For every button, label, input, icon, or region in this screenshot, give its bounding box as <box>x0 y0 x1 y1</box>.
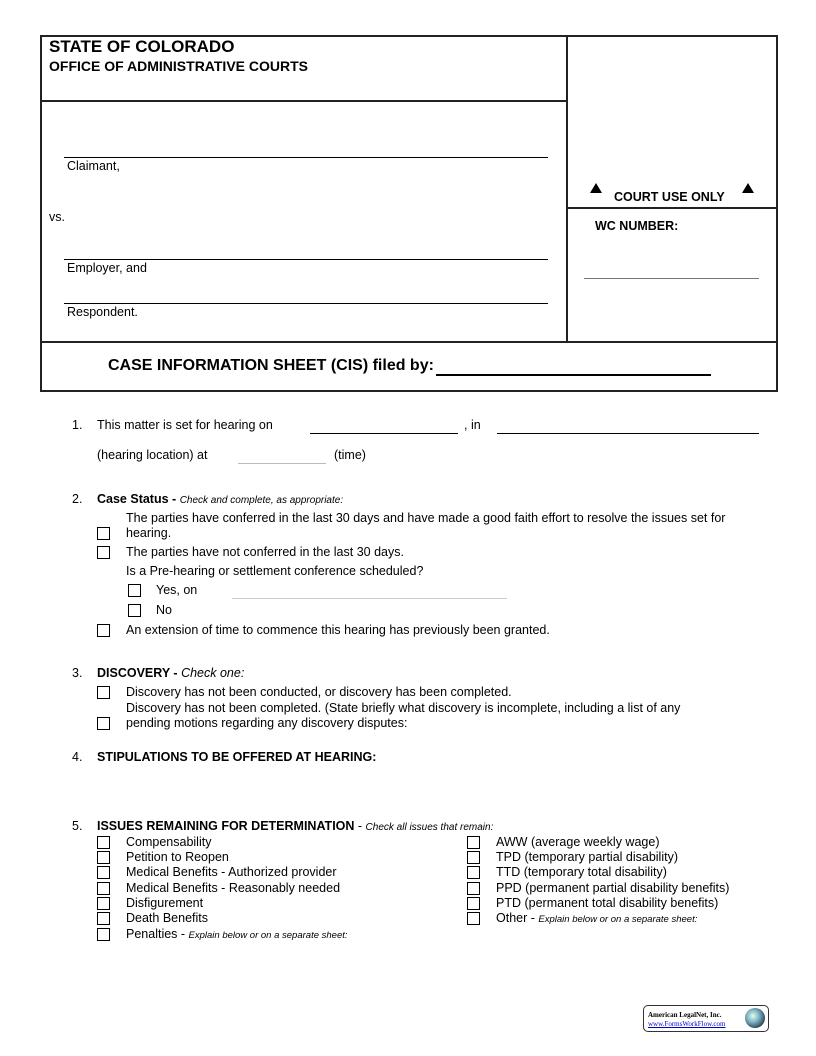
not-conferred-checkbox[interactable] <box>97 546 110 559</box>
arrow-up-icon <box>742 183 754 193</box>
discovery-incomplete-checkbox[interactable] <box>97 717 110 730</box>
state-title: STATE OF COLORADO <box>49 37 235 56</box>
filed-by-field[interactable] <box>436 374 711 376</box>
issue-label: Other - <box>496 911 535 925</box>
item-number: 1. <box>72 418 83 432</box>
issue-checkbox[interactable] <box>97 851 110 864</box>
discovery-incomplete-text: Discovery has not been completed. (State briefly what discovery is incomplete, including a list of any <box>126 701 681 715</box>
discovery-hint: Check one: <box>181 666 245 680</box>
issue-label: Medical Benefits - Authorized provider <box>126 865 337 879</box>
claimant-line[interactable] <box>64 157 548 158</box>
issue-hint: Explain below or on a separate sheet: <box>538 914 698 925</box>
yes-checkbox[interactable] <box>128 584 141 597</box>
issue-label: AWW (average weekly wage) <box>496 835 660 849</box>
hearing-text: This matter is set for hearing on <box>97 418 273 432</box>
issue-label: Death Benefits <box>126 911 208 925</box>
american-legalnet-logo[interactable] <box>643 1005 769 1032</box>
issue-label: PTD (permanent total disability benefits) <box>496 896 719 910</box>
issue-checkbox[interactable] <box>467 912 480 925</box>
item-number: 4. <box>72 750 83 764</box>
discovery-complete-text: Discovery has not been conducted, or discovery has been completed. <box>126 685 512 699</box>
divider <box>40 100 567 102</box>
logo-name: American LegalNet, Inc. <box>648 1011 722 1019</box>
respondent-label: Respondent. <box>67 305 138 319</box>
vs-label: vs. <box>49 210 65 224</box>
no-label: No <box>156 603 172 617</box>
employer-line[interactable] <box>64 259 548 260</box>
extension-checkbox[interactable] <box>97 624 110 637</box>
conferred-text-cont: hearing. <box>126 526 172 540</box>
court-use-only: COURT USE ONLY <box>614 190 725 204</box>
no-checkbox[interactable] <box>128 604 141 617</box>
issue-checkbox[interactable] <box>467 866 480 879</box>
issue-label: Penalties - <box>126 927 186 941</box>
issue-label: Petition to Reopen <box>126 850 229 864</box>
time-label: (time) <box>334 448 366 462</box>
issue-checkbox[interactable] <box>97 836 110 849</box>
issue-checkbox[interactable] <box>467 882 480 895</box>
issue-checkbox[interactable] <box>467 851 480 864</box>
conferred-text: The parties have conferred in the last 30 days and have made a good faith effort to resolve the issues set for <box>126 511 726 525</box>
divider <box>567 207 777 209</box>
item-number: 3. <box>72 666 83 680</box>
issues-dash: - <box>354 819 366 833</box>
case-status-hint: Check and complete, as appropriate: <box>179 495 344 506</box>
discovery-incomplete-text-cont: pending motions regarding any discovery disputes: <box>126 716 408 730</box>
case-status-title: Case Status - <box>97 492 177 506</box>
caption-box <box>40 35 778 392</box>
issue-label: Medical Benefits - Reasonably needed <box>126 881 341 895</box>
conferred-checkbox[interactable] <box>97 527 110 540</box>
yes-label: Yes, on <box>156 583 198 597</box>
discovery-complete-checkbox[interactable] <box>97 686 110 699</box>
arrow-up-icon <box>590 183 602 193</box>
hearing-time-field[interactable] <box>238 463 326 464</box>
in-label: , in <box>464 418 481 432</box>
item-number: 5. <box>72 819 83 833</box>
issue-checkbox[interactable] <box>97 882 110 895</box>
prehearing-question: Is a Pre-hearing or settlement conference scheduled? <box>126 564 424 578</box>
issue-label: Compensability <box>126 835 212 849</box>
divider <box>566 35 568 343</box>
stipulations-title: STIPULATIONS TO BE OFFERED AT HEARING: <box>97 750 377 764</box>
discovery-title: DISCOVERY - <box>97 666 178 680</box>
issues-title: ISSUES REMAINING FOR DETERMINATION <box>97 819 355 833</box>
office-title: OFFICE OF ADMINISTRATIVE COURTS <box>49 58 308 74</box>
item-number: 2. <box>72 492 83 506</box>
wc-number-label: WC NUMBER: <box>595 219 679 233</box>
issue-label: TTD (temporary total disability) <box>496 865 667 879</box>
hearing-location-field[interactable] <box>497 433 759 434</box>
issue-checkbox[interactable] <box>97 928 110 941</box>
issue-checkbox[interactable] <box>97 912 110 925</box>
cis-title: CASE INFORMATION SHEET (CIS) filed by: <box>108 357 434 374</box>
issue-hint: Explain below or on a separate sheet: <box>188 930 348 941</box>
claimant-label: Claimant, <box>67 159 120 173</box>
issue-label: TPD (temporary partial disability) <box>496 850 678 864</box>
issue-label: Disfigurement <box>126 896 204 910</box>
divider <box>40 341 777 343</box>
issue-label: PPD (permanent partial disability benefits) <box>496 881 730 895</box>
not-conferred-text: The parties have not conferred in the last 30 days. <box>126 545 404 559</box>
issue-checkbox[interactable] <box>97 897 110 910</box>
employer-label: Employer, and <box>67 261 147 275</box>
issue-checkbox[interactable] <box>97 866 110 879</box>
issues-hint: Check all issues that remain: <box>365 822 494 833</box>
prehearing-date-field[interactable] <box>232 598 507 599</box>
issue-checkbox[interactable] <box>467 897 480 910</box>
extension-text: An extension of time to commence this hearing has previously been granted. <box>126 623 550 637</box>
issue-checkbox[interactable] <box>467 836 480 849</box>
hearing-date-field[interactable] <box>310 433 458 434</box>
location-label: (hearing location) at <box>97 448 208 462</box>
respondent-line[interactable] <box>64 303 548 304</box>
globe-icon <box>745 1008 765 1028</box>
wc-number-field[interactable] <box>584 278 759 279</box>
logo-link[interactable]: www.FormsWorkFlow.com <box>648 1020 726 1028</box>
